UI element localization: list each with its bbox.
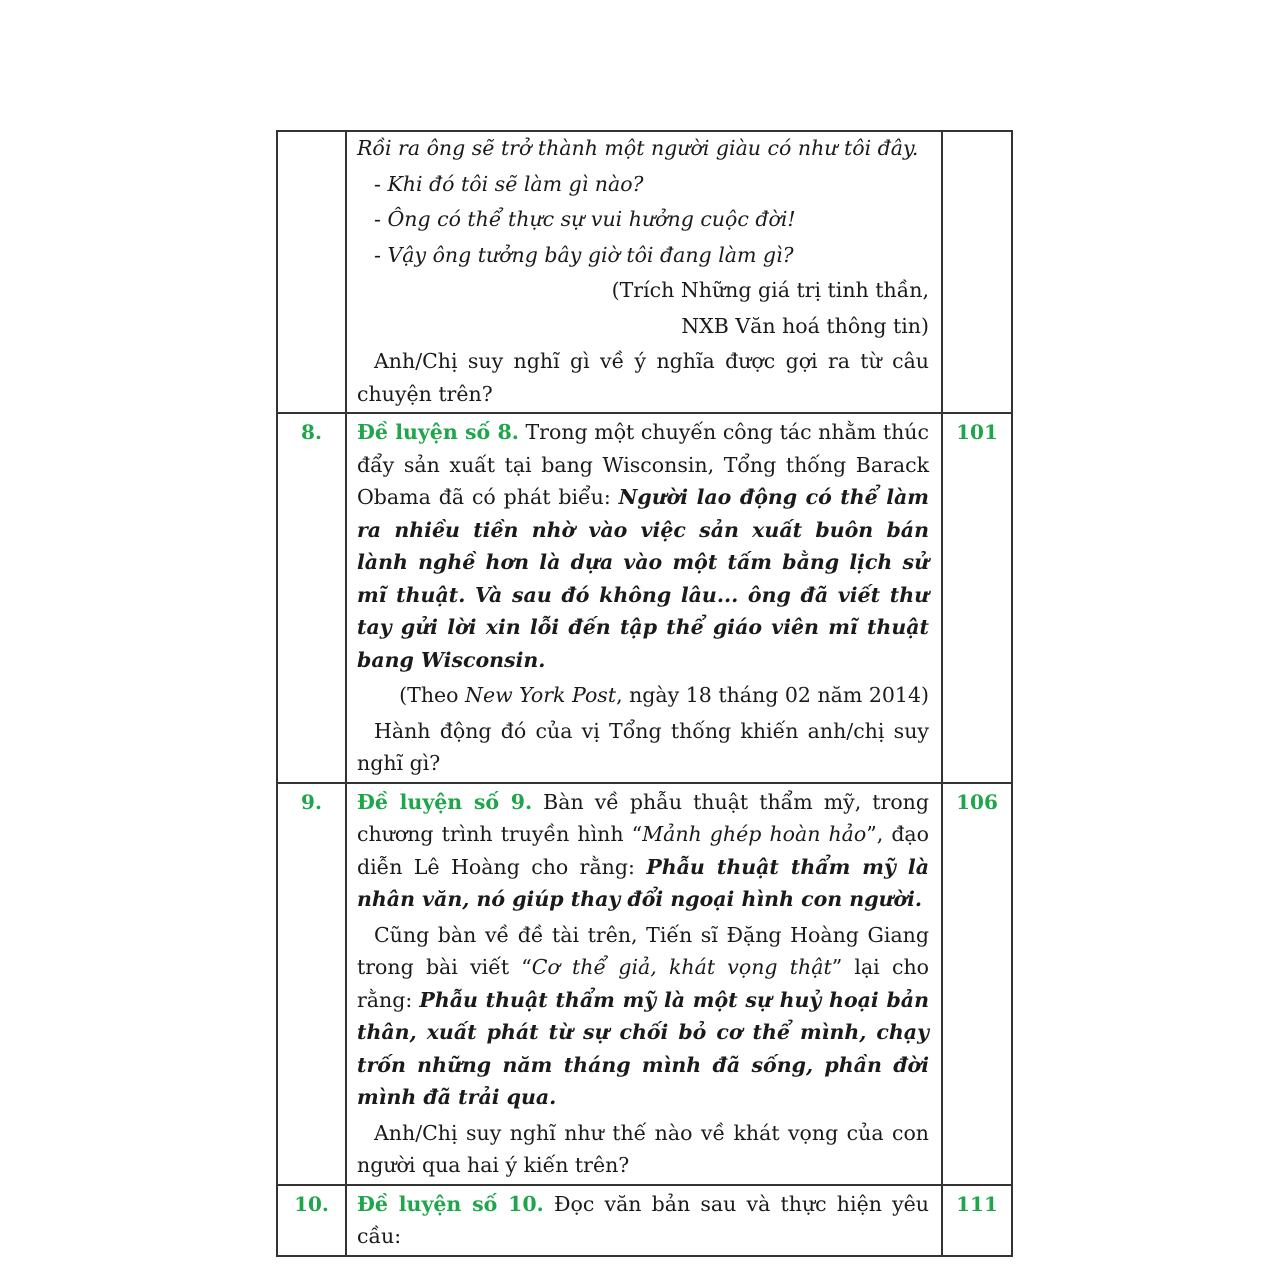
quote: Người lao động có thể làm ra nhiều tiền nhờ vào việc sản xuất buôn bán lành nghề hơn là dựa vào một tấm bằng lịch sử mĩ thuật. Và sau đó không lâu... ông đã viết thư tay gửi lời xin lỗi đến tập thể giáo viên mĩ thuật bang Wisconsin. <box>357 485 930 672</box>
dialogue-line: Rồi ra ông sẽ trở thành một người giàu có như tôi đây. <box>357 136 919 160</box>
intro-text: Bàn về phẫu thuật thẩm mỹ, trong chương trình truyền hình “ <box>357 789 929 846</box>
question: Hành động đó của vị Tổng thống khiến anh/chị suy nghĩ gì? <box>357 718 929 775</box>
page-number[interactable]: 101 <box>956 420 998 444</box>
question: Anh/Chị suy nghĩ như thế nào về khát vọng của con người qua hai ý kiến trên? <box>357 1120 929 1177</box>
source-text: (Theo <box>399 683 466 707</box>
exercise-title[interactable]: Đề luyện số 9. <box>357 789 533 814</box>
exercise-title[interactable]: Đề luyện số 8. <box>357 420 519 444</box>
source-line: NXB Văn hoá thông tin) <box>681 313 929 338</box>
intro-text: Trong một chuyến công tác nhằm thúc đẩy sản xuất tại bang Wisconsin, Tổng thống Barack Obama đã có phát biểu: <box>357 420 929 509</box>
exercise-title[interactable]: Đề luyện số 10. <box>357 1191 544 1216</box>
row-number: 9. <box>301 789 322 814</box>
show-name: Mảnh ghép hoàn hảo <box>642 822 867 846</box>
row-number: 10. <box>294 1191 329 1216</box>
number-cell <box>277 131 346 413</box>
contents-table <box>276 130 1013 1257</box>
page-number[interactable]: 111 <box>956 1191 998 1216</box>
row-number: 8. <box>301 420 322 444</box>
dialogue-line: - Ông có thể thực sự vui hưởng cuộc đời! <box>374 207 796 231</box>
table-row <box>277 131 1012 413</box>
quote: Phẫu thuật thẩm mỹ là một sự huỷ hoại bản thân, xuất phát từ sự chối bỏ cơ thể mình, chạy trốn những năm tháng mình đã sống, phần đời mình đã trải qua. <box>357 987 929 1109</box>
table-row <box>277 783 1012 1185</box>
source-title: New York Post <box>465 683 617 707</box>
page-cell <box>942 131 1012 413</box>
table-row <box>277 413 1012 783</box>
question: Anh/Chị suy nghĩ gì về ý nghĩa được gợi ra từ câu chuyện trên? <box>357 349 929 406</box>
intro-text: ”, đạo diễn Lê Hoàng cho rằng: <box>357 822 930 879</box>
paragraph-text: ” lại cho rằng: <box>357 955 929 1012</box>
dialogue-line: - Vậy ông tưởng bây giờ tôi đang làm gì? <box>374 242 794 267</box>
paragraph-text: Cũng bàn về đề tài trên, Tiến sĩ Đặng Hoàng Giang trong bài viết “ <box>357 922 929 979</box>
page-number[interactable]: 106 <box>956 789 998 814</box>
quote: Phẫu thuật thẩm mỹ là nhân văn, nó giúp thay đổi ngoại hình con người. <box>357 854 929 911</box>
article-name: Cơ thể giả, khát vọng thật <box>531 955 832 979</box>
source-line: (Trích Những giá trị tinh thần, <box>611 278 929 302</box>
table-row <box>277 1185 1012 1256</box>
dialogue-line: - Khi đó tôi sẽ làm gì nào? <box>374 171 644 196</box>
source-text: , ngày 18 tháng 02 năm 2014) <box>616 683 929 707</box>
content-cell <box>346 131 942 413</box>
intro-text: Đọc văn bản sau và thực hiện yêu cầu: <box>357 1191 929 1248</box>
